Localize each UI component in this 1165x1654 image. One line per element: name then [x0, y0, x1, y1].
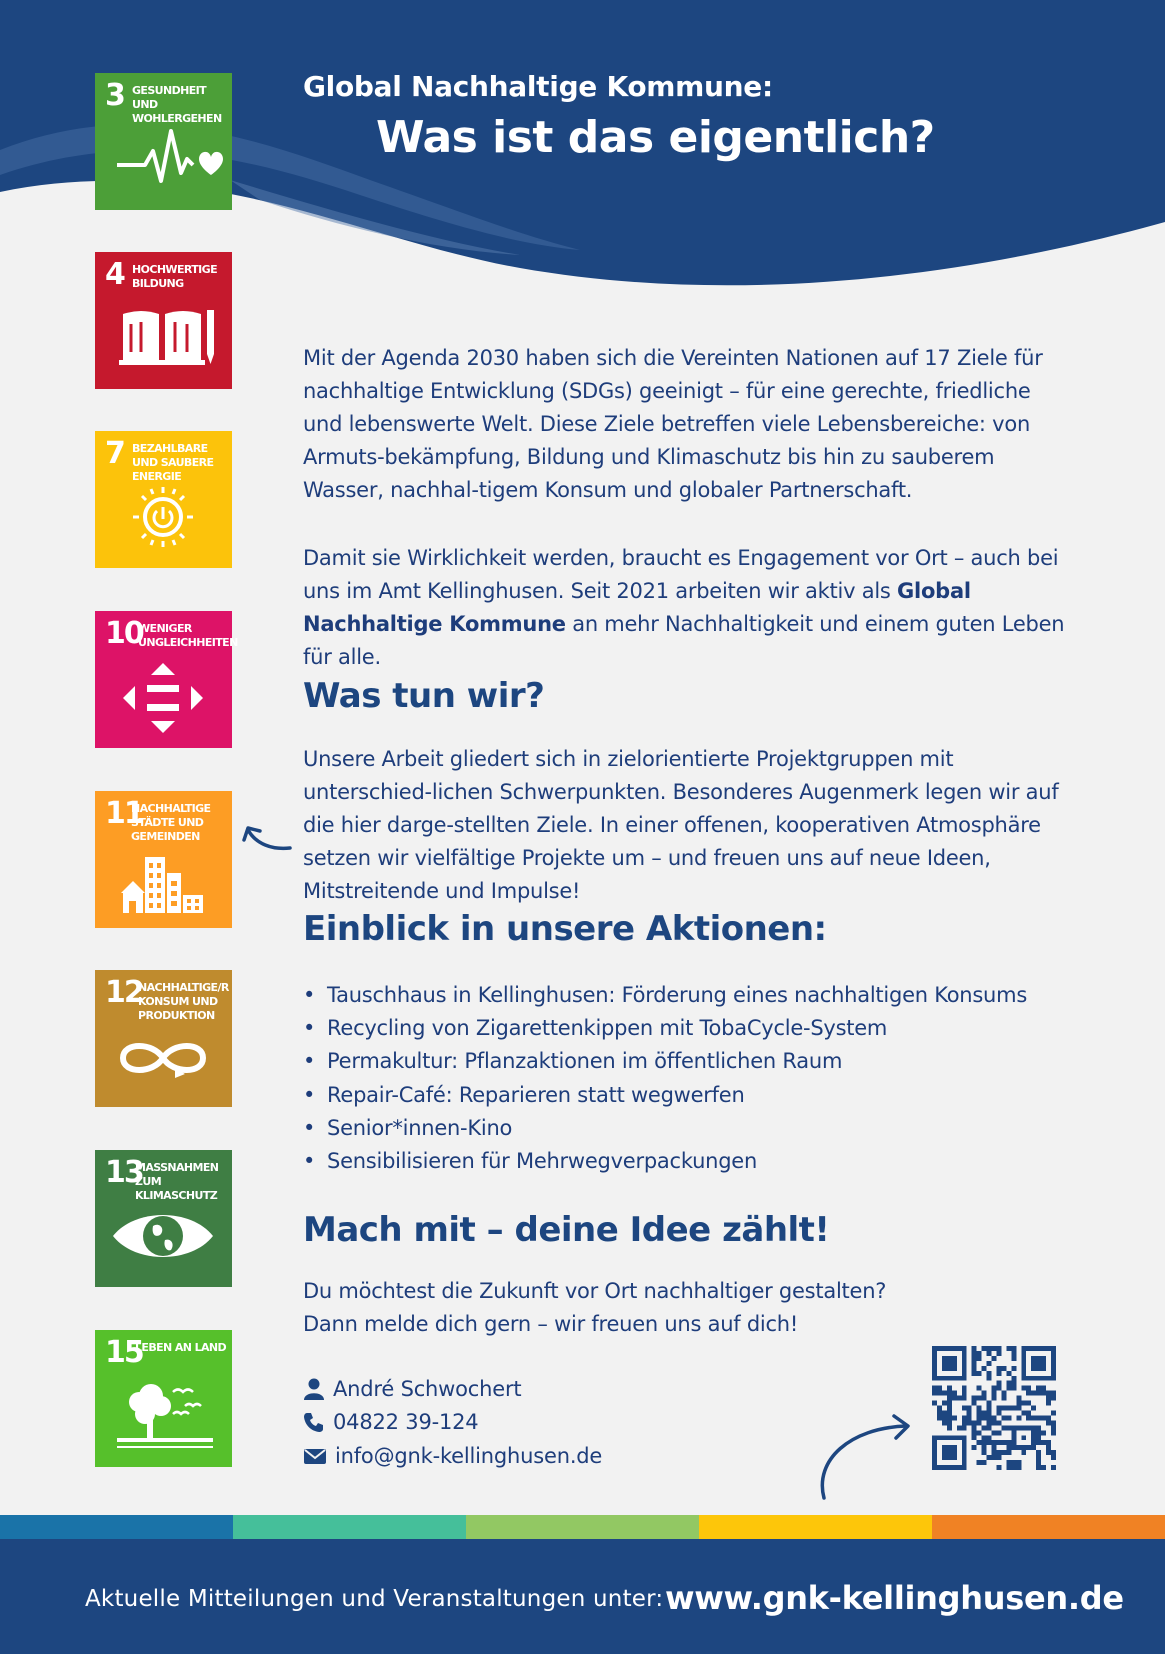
contact-email[interactable]: info@gnk-kellinghusen.de	[335, 1444, 603, 1468]
header-title-line2: Was ist das eigentlich?	[376, 112, 935, 163]
equality-arrows-icon	[95, 611, 238, 748]
heading-join: Mach mit – deine Idee zählt!	[303, 1210, 830, 1250]
sdg-tile-13	[95, 1150, 232, 1287]
sdg-number: 7	[105, 436, 124, 471]
contact-name-row	[303, 1377, 521, 1401]
eye-globe-icon	[95, 1150, 232, 1287]
list-item: • Repair-Café: Reparieren statt wegwerfen	[303, 1079, 1027, 1112]
sun-power-icon	[95, 431, 232, 568]
city-buildings-icon	[95, 791, 232, 928]
heading-actions: Einblick in unsere Aktionen:	[303, 909, 827, 949]
contact-name: André Schwochert	[333, 1377, 522, 1401]
sdg-tile-10	[95, 611, 238, 748]
sdg-tile-15	[95, 1330, 232, 1467]
qr-code[interactable]	[932, 1346, 1056, 1470]
color-strip-segment	[466, 1515, 699, 1539]
book-pencil-icon	[95, 252, 232, 389]
envelope-icon	[303, 1446, 327, 1466]
sdg-label: GESUNDHEIT UND WOHLERGEHEN	[132, 84, 222, 125]
color-strip-segment	[233, 1515, 466, 1539]
sdg-label: NACHHALTIGE/R KONSUM UND PRODUKTION	[138, 981, 229, 1022]
tree-birds-icon	[95, 1330, 232, 1467]
join-line-1: Du möchtest die Zukunft vor Ort nachhaltiger gestalten?	[303, 1279, 887, 1303]
infinity-icon	[95, 970, 232, 1107]
intro-p2-bold: Global Nachhaltige Kommune	[303, 579, 971, 636]
sdg-tile-4	[95, 252, 232, 389]
footer-url-link[interactable]: www.gnk-kellinghusen.de	[665, 1579, 1124, 1617]
header-title-line1: Global Nachhaltige Kommune:	[303, 70, 773, 103]
sdg-number: 10	[105, 616, 143, 651]
sdg-number: 11	[105, 796, 143, 831]
person-icon	[303, 1378, 325, 1400]
list-item: • Recycling von Zigarettenkippen mit TobaCycle-System	[303, 1012, 1027, 1045]
sdg-label: NACHHALTIGE STÄDTE UND GEMEINDEN	[131, 802, 211, 843]
sdg-number: 13	[105, 1155, 143, 1190]
sdg-tile-3	[95, 73, 232, 210]
intro-p2-text: Damit sie Wirklichkeit werden, braucht es Engagement vor Ort – auch bei uns im Amt Kellinghusen. Seit 2021 arbeiten wir aktiv als	[303, 546, 1059, 603]
sdg-label: LEBEN AN LAND	[135, 1341, 227, 1354]
heartbeat-icon	[95, 73, 232, 210]
color-strip-segment	[699, 1515, 932, 1539]
list-item: • Permakultur: Pflanzaktionen im öffentlichen Raum	[303, 1045, 1027, 1078]
sdg-tile-12	[95, 970, 232, 1107]
arrow-to-qr-icon	[810, 1410, 920, 1510]
phone-icon	[303, 1411, 325, 1433]
intro-paragraph-2	[303, 542, 1073, 674]
sdg-tile-11	[95, 791, 232, 928]
sdg-label: BEZAHLBARE UND SAUBERE ENERGIE	[132, 442, 214, 483]
intro-p2-text-end: an mehr Nachhaltigkeit und einem guten Leben für alle.	[303, 612, 1065, 669]
sdg-label: HOCHWERTIGE BILDUNG	[132, 263, 217, 290]
arrow-to-sdg11-icon	[240, 818, 300, 858]
contact-phone[interactable]: 04822 39-124	[333, 1410, 479, 1434]
footer	[0, 1539, 1165, 1654]
sdg-label: WENIGER UNGLEICHHEITEN	[138, 622, 238, 649]
join-line-2: Dann melde dich gern – wir freuen uns auf dich!	[303, 1312, 799, 1336]
actions-list	[303, 979, 1027, 1178]
list-item: • Sensibilisieren für Mehrwegverpackungen	[303, 1145, 1027, 1178]
contact-phone-row	[303, 1410, 478, 1434]
sdg-number: 4	[105, 257, 124, 292]
color-strip-segment	[932, 1515, 1165, 1539]
sdg-number: 15	[105, 1335, 143, 1370]
sdg-number: 12	[105, 975, 143, 1010]
footer-label: Aktuelle Mitteilungen und Veranstaltungen unter:	[85, 1586, 664, 1612]
sdg-number: 3	[105, 78, 124, 113]
contact-email-row	[303, 1444, 602, 1468]
sdg-tile-7	[95, 431, 232, 568]
heading-what-we-do: Was tun wir?	[303, 676, 545, 716]
sdg-label: MASSNAHMEN ZUM KLIMASCHUTZ	[135, 1161, 219, 1202]
join-text	[303, 1275, 1073, 1341]
color-strip-segment	[0, 1515, 233, 1539]
what-we-do-text: Unsere Arbeit gliedert sich in zielorientierte Projektgruppen mit unterschied-lichen Schwerpunkten. Besonderes Augenmerk legen wir auf die hier darge-stellten Ziele. In einer offenen, kooperativen Atmosphäre setzen wir vielfältige Projekte um – und freuen uns auf neue Ideen, Mitstreitende und Impulse!	[303, 747, 1059, 903]
list-item: • Tauschhaus in Kellinghusen: Förderung eines nachhaltigen Konsums	[303, 979, 1027, 1012]
intro-paragraph-1: Mit der Agenda 2030 haben sich die Vereinten Nationen auf 17 Ziele für nachhaltige Entwicklung (SDGs) geeinigt – für eine gerechte, friedliche und lebenswerte Welt. Diese Ziele betreffen viele Lebensbereiche: von Armuts-bekämpfung, Bildung und Klimaschutz bis hin zu sauberem Wasser, nachhal-tigem Konsum und globaler Partnerschaft.	[303, 346, 1043, 502]
list-item: • Senior*innen-Kino	[303, 1112, 1027, 1145]
